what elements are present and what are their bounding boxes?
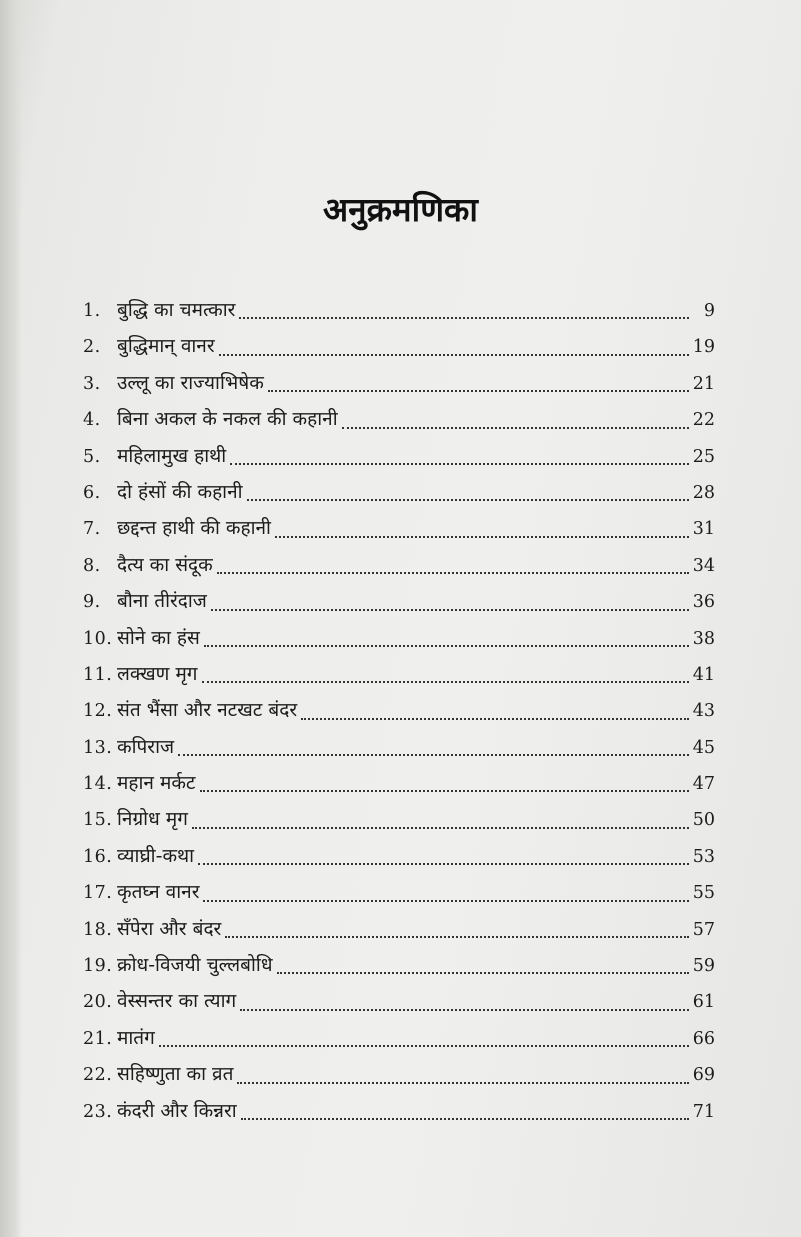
toc-entry	[83, 1056, 715, 1092]
toc-entry-title: क्रोध-विजयी चुल्लबोधि	[117, 954, 273, 977]
toc-entry-title: बुद्धिमान् वानर	[117, 335, 215, 358]
toc-entry	[83, 947, 715, 983]
toc-entry-title: व्याघ्री-कथा	[117, 844, 195, 867]
toc-entry	[83, 838, 715, 874]
toc-entry-title: उल्लू का राज्याभिषेक	[117, 371, 264, 394]
toc-entry-page-number: 47	[692, 774, 715, 795]
toc-entry-number: 21.	[83, 1028, 113, 1049]
toc-entry-title: महान मर्कट	[117, 772, 196, 795]
toc-entry	[83, 328, 715, 364]
toc-entry-page-number: 71	[692, 1101, 715, 1122]
toc-dot-leader	[240, 1009, 689, 1011]
toc-entry	[83, 1093, 715, 1129]
toc-entry-title: वेस्सन्तर का त्याग	[117, 990, 237, 1013]
toc-entry-number: 1.	[83, 301, 101, 321]
toc-entry	[83, 401, 715, 437]
toc-entry-title: दो हंसों की कहानी	[117, 480, 243, 503]
toc-entry-title: सँपेरा और बंदर	[117, 917, 222, 940]
toc-dot-leader	[342, 427, 689, 429]
toc-entry-number: 18.	[83, 919, 113, 940]
toc-entry-number: 14.	[83, 774, 113, 795]
table-of-contents	[83, 292, 715, 1129]
toc-entry-page-number: 45	[692, 737, 715, 758]
toc-entry	[83, 474, 715, 510]
toc-entry	[83, 874, 715, 910]
toc-entry	[83, 911, 715, 947]
toc-entry-page-number: 61	[692, 992, 715, 1013]
toc-entry-title: बौना तीरंदाज	[117, 590, 207, 613]
toc-dot-leader	[159, 1045, 689, 1047]
toc-dot-leader	[237, 1082, 688, 1084]
toc-entry-page-number: 28	[692, 482, 715, 503]
toc-dot-leader	[204, 645, 689, 647]
page-title	[0, 186, 801, 231]
toc-entry-title: कृतघ्न वानर	[117, 881, 200, 904]
toc-entry-number: 3.	[83, 373, 101, 394]
toc-dot-leader	[202, 681, 689, 683]
toc-entry-page-number: 38	[692, 628, 715, 649]
toc-entry-page-number: 19	[692, 337, 715, 358]
toc-entry-title: संत भैंसा और नटखट बंदर	[117, 699, 298, 722]
toc-entry-page-number: 59	[692, 956, 715, 977]
toc-entry-number: 5.	[83, 446, 101, 467]
toc-dot-leader	[247, 499, 689, 501]
toc-dot-leader	[198, 863, 689, 865]
toc-entry-number: 23.	[83, 1101, 113, 1122]
toc-entry-page-number: 36	[692, 592, 715, 613]
toc-entry	[83, 510, 715, 546]
toc-entry-title: दैत्य का संदूक	[117, 553, 213, 576]
toc-entry-number: 6.	[83, 482, 101, 503]
toc-entry-number: 16.	[83, 846, 113, 867]
toc-entry-page-number: 53	[692, 846, 715, 867]
toc-entry-number: 2.	[83, 337, 101, 358]
toc-entry-page-number: 55	[692, 883, 715, 904]
toc-dot-leader	[301, 718, 689, 720]
toc-dot-leader	[225, 936, 688, 938]
toc-entry	[83, 656, 715, 692]
toc-entry-title: सहिष्णुता का व्रत	[117, 1063, 234, 1086]
toc-entry-number: 7.	[83, 519, 101, 540]
toc-entry-page-number: 41	[692, 664, 715, 685]
toc-entry-number: 9.	[83, 592, 101, 613]
toc-entry-number: 22.	[83, 1065, 113, 1086]
toc-entry-number: 15.	[83, 810, 113, 831]
toc-entry-title: मातंग	[117, 1026, 155, 1049]
toc-entry-page-number: 66	[692, 1028, 715, 1049]
toc-entry-page-number: 21	[692, 373, 715, 394]
toc-entry-number: 20.	[83, 992, 113, 1013]
toc-dot-leader	[217, 572, 689, 574]
toc-entry	[83, 438, 715, 474]
toc-entry-number: 19.	[83, 956, 113, 977]
toc-entry-number: 10.	[83, 628, 113, 649]
toc-entry-title: सोने का हंस	[117, 626, 200, 649]
toc-entry	[83, 1020, 715, 1056]
toc-entry-page-number: 25	[692, 446, 715, 467]
toc-entry	[83, 765, 715, 801]
toc-dot-leader	[275, 536, 689, 538]
toc-entry-number: 8.	[83, 555, 101, 576]
toc-entry	[83, 583, 715, 619]
toc-entry-page-number: 57	[692, 919, 715, 940]
toc-entry-title: कपिराज	[117, 735, 175, 758]
toc-dot-leader	[241, 1118, 689, 1120]
toc-entry-title: बिना अकल के नकल की कहानी	[117, 408, 338, 431]
toc-entry-page-number: 43	[692, 701, 715, 722]
toc-entry-page-number: 31	[692, 519, 715, 540]
toc-dot-leader	[178, 754, 689, 756]
toc-entry-page-number: 9	[703, 301, 715, 321]
toc-entry-page-number: 50	[692, 810, 715, 831]
toc-dot-leader	[192, 827, 689, 829]
toc-entry	[83, 801, 715, 837]
toc-entry-page-number: 69	[692, 1065, 715, 1086]
toc-dot-leader	[239, 317, 689, 319]
toc-dot-leader	[277, 972, 689, 974]
toc-entry-title: छद्दन्त हाथी की कहानी	[117, 517, 271, 540]
toc-entry-number: 4.	[83, 410, 101, 431]
toc-entry-number: 11.	[83, 664, 113, 685]
toc-dot-leader	[211, 609, 689, 611]
toc-entry-number: 17.	[83, 883, 113, 904]
toc-entry-page-number: 22	[692, 410, 715, 431]
toc-dot-leader	[268, 390, 689, 392]
toc-entry	[83, 547, 715, 583]
toc-entry-title: निग्रोध मृग	[117, 808, 188, 831]
toc-entry-page-number: 34	[692, 555, 715, 576]
toc-entry-title: महिलामुख हाथी	[117, 444, 227, 467]
toc-dot-leader	[200, 790, 689, 792]
toc-entry	[83, 365, 715, 401]
page-title-text: अनुक्रमणिका	[323, 190, 478, 229]
toc-dot-leader	[230, 463, 689, 465]
toc-dot-leader	[203, 900, 688, 902]
toc-entry	[83, 983, 715, 1019]
toc-entry	[83, 692, 715, 728]
toc-entry-title: कंदरी और किन्नरा	[117, 1099, 237, 1122]
toc-entry-number: 12.	[83, 701, 113, 722]
toc-entry	[83, 729, 715, 765]
toc-entry-title: लक्खण मृग	[117, 662, 198, 685]
toc-entry-title: बुद्धि का चमत्कार	[117, 299, 236, 321]
toc-entry	[83, 292, 715, 328]
toc-dot-leader	[219, 354, 689, 356]
toc-entry-number: 13.	[83, 737, 113, 758]
toc-entry	[83, 620, 715, 656]
